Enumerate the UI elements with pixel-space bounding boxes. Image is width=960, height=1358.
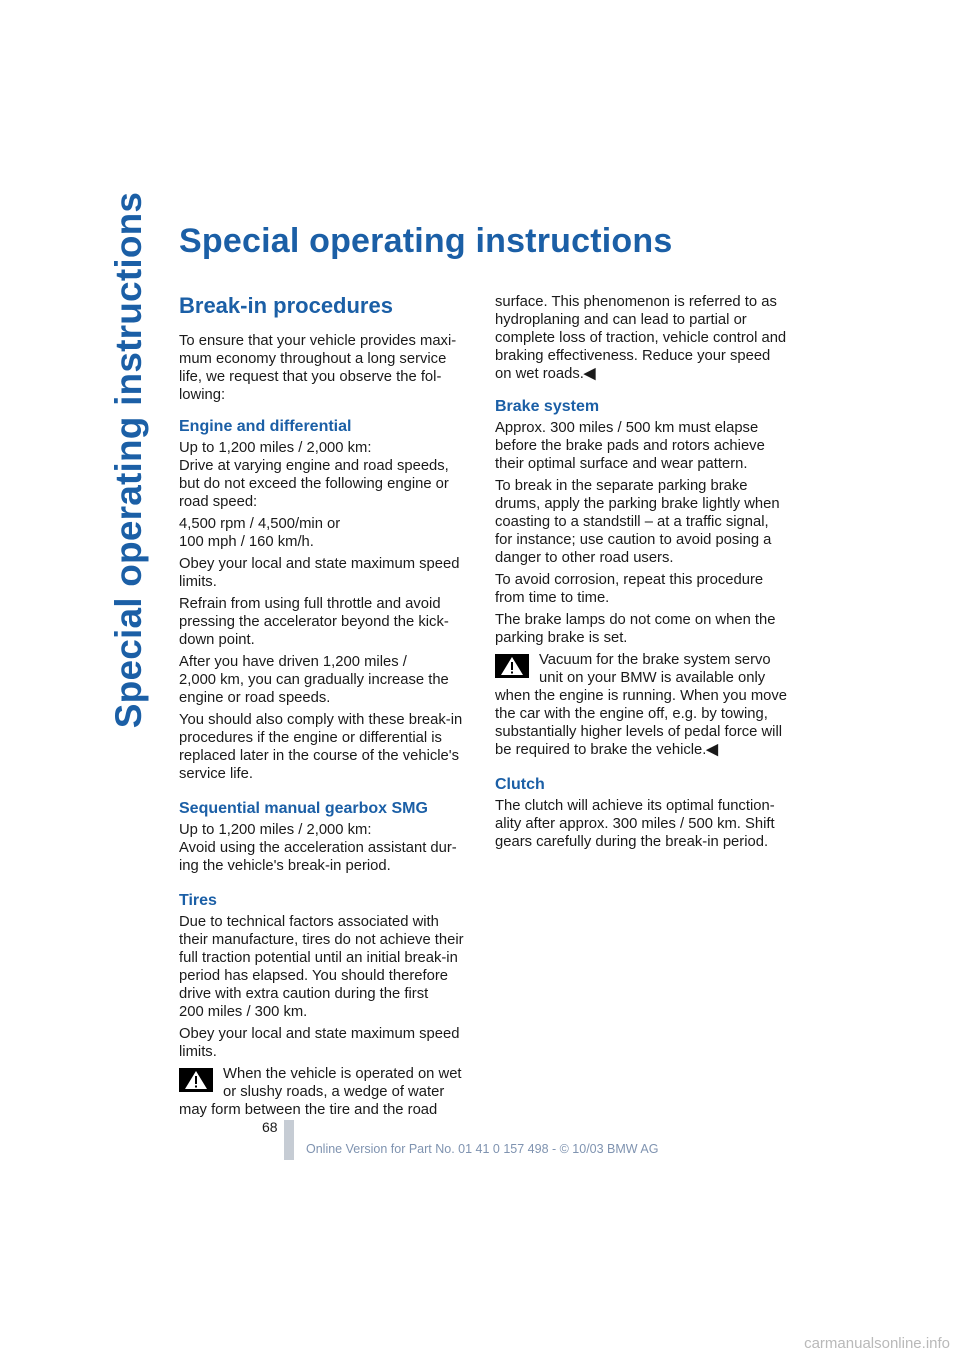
tires-text-2: Obey your local and state maximum speed limits. (179, 1026, 460, 1060)
clutch-heading: Clutch (495, 776, 545, 793)
left-column (179, 293, 471, 1123)
tires-heading: Tires (179, 892, 217, 909)
end-mark-icon: ◀ (706, 742, 718, 758)
engine-text-2: 4,500 rpm / 4,500/min or 100 mph / 160 km/h. (179, 516, 341, 550)
engine-text-5: After you have driven 1,200 miles / 2,000 km, you can gradually increase the engine or road speeds. (179, 654, 449, 706)
page-number: 68 (262, 1119, 278, 1135)
intro-text: To ensure that your vehicle provides maxi-mum economy throughout a long service life, we request that you observe the fol-lowing: (179, 333, 457, 403)
warning-triangle-icon (495, 654, 529, 678)
brake-text-1: Approx. 300 miles / 500 km must elapse before the brake pads and rotors achieve their optimal surface and wear pattern. (495, 420, 765, 472)
watermark: carmanualsonline.info (804, 1335, 950, 1352)
brake-text-3: To avoid corrosion, repeat this procedure from time to time. (495, 572, 764, 606)
smg-text: Up to 1,200 miles / 2,000 km: Avoid using the acceleration assistant dur-ing the vehicle's break-in period. (179, 822, 457, 874)
section-heading: Break-in procedures (179, 293, 393, 318)
engine-heading: Engine and differential (179, 418, 352, 435)
smg-heading: Sequential manual gearbox SMG (179, 800, 428, 817)
brake-text-2: To break in the separate parking brake drums, apply the parking brake lightly when coasting to a standstill – at a traffic signal, for instance; use caution to avoid posing a danger to other road users. (495, 478, 780, 566)
brake-text-4: The brake lamps do not come on when the parking brake is set. (495, 612, 776, 646)
brake-warning-text: Vacuum for the brake system servo unit on your BMW is available only when the engine is running. When you move the car with the engine off, e.g. by towing, substantially higher levels of pedal force will be required to brake the vehicle.◀ (495, 652, 788, 758)
tires-warning (179, 1065, 471, 1119)
engine-text-1: Up to 1,200 miles / 2,000 km: Drive at varying engine and road speeds, but do not exceed the following engine or road speed: (179, 440, 449, 510)
footer-text: Online Version for Part No. 01 41 0 157 498 - © 10/03 BMW AG (306, 1142, 659, 1156)
side-tab (104, 191, 154, 729)
side-tab-label: Special operating instructions (108, 191, 149, 729)
tires-continued-text: surface. This phenomenon is referred to as hydroplaning and can lead to partial or complete loss of traction, vehicle control and braking effectiveness. Reduce your speed on wet roads.◀ (495, 294, 787, 382)
end-mark-icon: ◀ (583, 366, 596, 382)
tires-warning-text: When the vehicle is operated on wet or slushy roads, a wedge of water may form between the tire and the road (179, 1066, 462, 1118)
engine-text-6: You should also comply with these break-in procedures if the engine or differential is replaced later in the course of the vehicle's service life. (179, 712, 463, 782)
page-title: Special operating instructions (179, 222, 673, 260)
brake-heading: Brake system (495, 398, 600, 415)
right-column (495, 293, 787, 855)
clutch-text: The clutch will achieve its optimal function-ality after approx. 300 miles / 500 km. Shift gears carefully during the break-in period. (495, 798, 775, 850)
warning-triangle-icon (179, 1068, 213, 1092)
footer-bar (284, 1120, 294, 1160)
engine-text-3: Obey your local and state maximum speed limits. (179, 556, 460, 590)
tires-text-1: Due to technical factors associated with their manufacture, tires do not achieve their full traction potential until an initial break-in period has elapsed. You should therefore drive with extra caution during the first 200 miles / 300 km. (179, 914, 464, 1020)
brake-warning (495, 651, 787, 759)
engine-text-4: Refrain from using full throttle and avoid pressing the accelerator beyond the kick-down point. (179, 596, 449, 648)
